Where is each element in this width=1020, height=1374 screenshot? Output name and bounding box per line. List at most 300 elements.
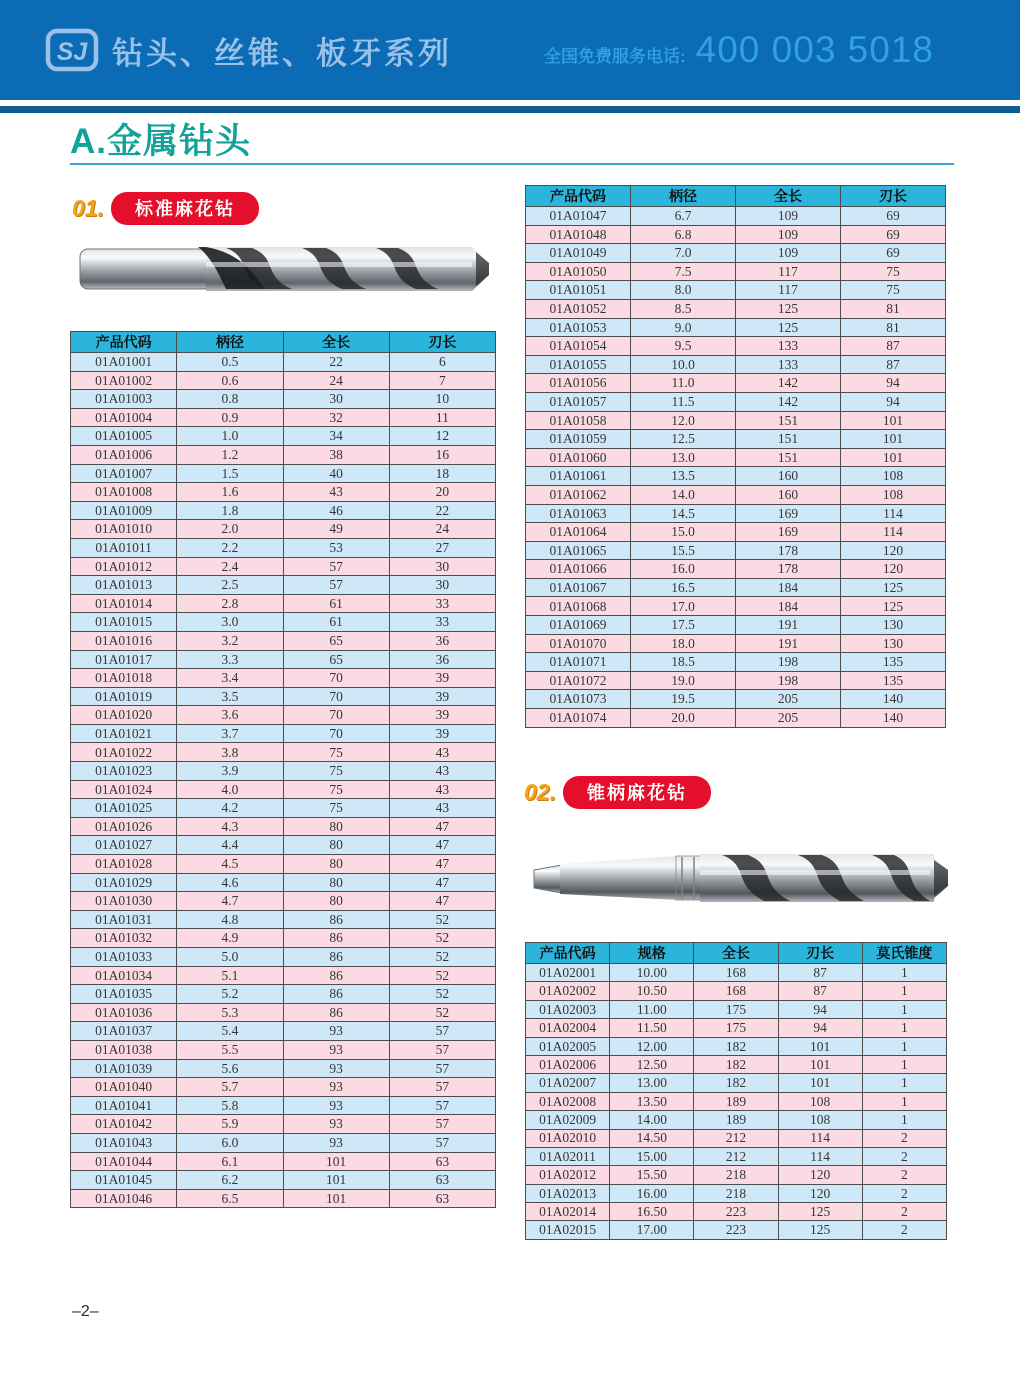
cell: 01A01037 xyxy=(71,1022,177,1041)
table-row xyxy=(71,1096,496,1115)
cell: 01A01040 xyxy=(71,1078,177,1097)
cell: 01A01035 xyxy=(71,985,177,1004)
cell: 01A02002 xyxy=(526,982,610,1000)
section-02-number: 02. xyxy=(524,779,556,805)
cell: 6.0 xyxy=(177,1133,283,1152)
cell: 01A01065 xyxy=(526,541,631,560)
cell: 81 xyxy=(841,299,946,318)
table-row xyxy=(526,467,946,486)
cell: 65 xyxy=(283,650,389,669)
cell: 151 xyxy=(736,411,841,430)
cell: 184 xyxy=(736,578,841,597)
cell: 01A01049 xyxy=(526,244,631,263)
cell: 01A01010 xyxy=(71,520,177,539)
cell: 178 xyxy=(736,560,841,579)
standard-drill-table-right xyxy=(525,185,946,728)
table-row xyxy=(526,1037,947,1055)
table-row xyxy=(71,631,496,650)
cell: 3.7 xyxy=(177,724,283,743)
cell: 01A02001 xyxy=(526,964,610,982)
cell: 151 xyxy=(736,430,841,449)
cell: 80 xyxy=(283,892,389,911)
cell: 169 xyxy=(736,504,841,523)
cell: 01A02003 xyxy=(526,1000,610,1018)
cell: 17.0 xyxy=(631,597,736,616)
cell: 52 xyxy=(389,910,495,929)
cell: 40 xyxy=(283,464,389,483)
cell: 17.5 xyxy=(631,616,736,635)
cell: 01A01064 xyxy=(526,523,631,542)
cell: 86 xyxy=(283,966,389,985)
cell: 01A01067 xyxy=(526,578,631,597)
cell: 101 xyxy=(841,430,946,449)
cell: 75 xyxy=(841,281,946,300)
table-row xyxy=(71,501,496,520)
cell: 01A01008 xyxy=(71,483,177,502)
cell: 94 xyxy=(778,1000,862,1018)
cell: 01A01025 xyxy=(71,799,177,818)
table-row xyxy=(526,430,946,449)
cell: 169 xyxy=(736,523,841,542)
cell: 189 xyxy=(694,1111,778,1129)
cell: 01A02005 xyxy=(526,1037,610,1055)
cell: 01A01017 xyxy=(71,650,177,669)
cell: 1.6 xyxy=(177,483,283,502)
cell: 14.50 xyxy=(610,1129,694,1147)
cell: 93 xyxy=(283,1059,389,1078)
cell: 4.8 xyxy=(177,910,283,929)
cell: 4.2 xyxy=(177,799,283,818)
table-row xyxy=(71,538,496,557)
cell: 43 xyxy=(389,743,495,762)
cell: 63 xyxy=(389,1171,495,1190)
cell: 182 xyxy=(694,1074,778,1092)
cell: 93 xyxy=(283,1133,389,1152)
cell: 01A01019 xyxy=(71,687,177,706)
table-row xyxy=(526,504,946,523)
cell: 223 xyxy=(694,1221,778,1239)
table-row xyxy=(71,743,496,762)
cell: 01A02009 xyxy=(526,1111,610,1129)
cell: 1.0 xyxy=(177,427,283,446)
cell: 2 xyxy=(862,1129,946,1147)
cell: 13.00 xyxy=(610,1074,694,1092)
cell: 218 xyxy=(694,1184,778,1202)
cell: 87 xyxy=(841,355,946,374)
table-row xyxy=(526,1092,947,1110)
cell: 2.2 xyxy=(177,538,283,557)
cell: 39 xyxy=(389,706,495,725)
cell: 69 xyxy=(841,207,946,226)
cell: 01A02014 xyxy=(526,1203,610,1221)
cell: 80 xyxy=(283,873,389,892)
cell: 125 xyxy=(778,1221,862,1239)
cell: 160 xyxy=(736,485,841,504)
table-row xyxy=(71,724,496,743)
table-row xyxy=(526,1166,947,1184)
table-row xyxy=(526,207,946,226)
cell: 01A01026 xyxy=(71,817,177,836)
cell: 80 xyxy=(283,836,389,855)
section-01-badge: 标准麻花钻 xyxy=(111,192,259,225)
cell: 205 xyxy=(736,690,841,709)
cell: 168 xyxy=(694,964,778,982)
cell: 01A01072 xyxy=(526,671,631,690)
cell: 01A01052 xyxy=(526,299,631,318)
cell: 19.0 xyxy=(631,671,736,690)
cell: 01A01056 xyxy=(526,374,631,393)
cell: 01A01033 xyxy=(71,948,177,967)
cell: 109 xyxy=(736,225,841,244)
cell: 1 xyxy=(862,982,946,1000)
table-row xyxy=(71,390,496,409)
cell: 5.8 xyxy=(177,1096,283,1115)
section-01-heading xyxy=(72,192,259,225)
cell: 191 xyxy=(736,634,841,653)
table-row xyxy=(526,1111,947,1129)
section-01-number: 01. xyxy=(72,195,104,221)
cell: 01A01002 xyxy=(71,371,177,390)
cell: 01A02012 xyxy=(526,1166,610,1184)
cell: 01A01013 xyxy=(71,576,177,595)
cell: 01A01020 xyxy=(71,706,177,725)
cell: 2.0 xyxy=(177,520,283,539)
cell: 01A01055 xyxy=(526,355,631,374)
cell: 15.0 xyxy=(631,523,736,542)
cell: 1 xyxy=(862,1019,946,1037)
cell: 12.5 xyxy=(631,430,736,449)
cell: 01A01016 xyxy=(71,631,177,650)
cell: 53 xyxy=(283,538,389,557)
cell: 120 xyxy=(841,560,946,579)
cell: 01A01057 xyxy=(526,392,631,411)
table-row xyxy=(526,411,946,430)
phone-number: 400 003 5018 xyxy=(695,29,934,70)
cell: 01A01015 xyxy=(71,613,177,632)
cell: 168 xyxy=(694,982,778,1000)
cell: 142 xyxy=(736,392,841,411)
cell: 30 xyxy=(283,390,389,409)
table-row xyxy=(526,337,946,356)
cell: 01A01059 xyxy=(526,430,631,449)
header-row xyxy=(71,332,496,353)
taper-drill-table xyxy=(525,942,947,1240)
cell: 43 xyxy=(389,762,495,781)
table-row xyxy=(71,464,496,483)
cell: 12.00 xyxy=(610,1037,694,1055)
cell: 22 xyxy=(283,353,389,372)
cell: 01A01045 xyxy=(71,1171,177,1190)
cell: 22 xyxy=(389,501,495,520)
cell: 4.6 xyxy=(177,873,283,892)
table-row xyxy=(526,1055,947,1073)
cell: 13.50 xyxy=(610,1092,694,1110)
cell: 01A01018 xyxy=(71,669,177,688)
table-row xyxy=(526,578,946,597)
column-header: 产品代码 xyxy=(526,186,631,207)
cell: 01A01073 xyxy=(526,690,631,709)
table-row xyxy=(526,392,946,411)
cell: 39 xyxy=(389,687,495,706)
cell: 4.0 xyxy=(177,780,283,799)
table-row xyxy=(71,427,496,446)
table-row xyxy=(526,597,946,616)
cell: 70 xyxy=(283,724,389,743)
cell: 38 xyxy=(283,445,389,464)
table-row xyxy=(526,1000,947,1018)
table-row xyxy=(526,374,946,393)
table-row xyxy=(71,836,496,855)
cell: 1 xyxy=(862,1037,946,1055)
cell: 182 xyxy=(694,1055,778,1073)
cell: 5.5 xyxy=(177,1040,283,1059)
page-header xyxy=(0,0,1020,100)
header-row xyxy=(526,186,946,207)
column-header: 全长 xyxy=(736,186,841,207)
cell: 86 xyxy=(283,985,389,1004)
column-header: 产品代码 xyxy=(71,332,177,353)
table-row xyxy=(71,557,496,576)
cell: 70 xyxy=(283,706,389,725)
cell: 87 xyxy=(778,964,862,982)
cell: 47 xyxy=(389,873,495,892)
cell: 6 xyxy=(389,353,495,372)
cell: 7.5 xyxy=(631,262,736,281)
cell: 205 xyxy=(736,709,841,728)
table-row xyxy=(526,448,946,467)
cell: 01A01044 xyxy=(71,1152,177,1171)
cell: 13.5 xyxy=(631,467,736,486)
cell: 01A01012 xyxy=(71,557,177,576)
cell: 01A01003 xyxy=(71,390,177,409)
cell: 5.7 xyxy=(177,1078,283,1097)
cell: 57 xyxy=(389,1133,495,1152)
table-row xyxy=(71,1078,496,1097)
table-row xyxy=(71,780,496,799)
cell: 24 xyxy=(389,520,495,539)
table-row xyxy=(526,1019,947,1037)
cell: 47 xyxy=(389,892,495,911)
cell: 47 xyxy=(389,817,495,836)
cell: 01A01038 xyxy=(71,1040,177,1059)
table-row xyxy=(71,1189,496,1208)
cell: 01A01014 xyxy=(71,594,177,613)
taper-shank-drill-photo xyxy=(526,824,952,941)
cell: 114 xyxy=(778,1147,862,1165)
table-row xyxy=(71,855,496,874)
cell: 114 xyxy=(778,1129,862,1147)
cell: 16.5 xyxy=(631,578,736,597)
cell: 125 xyxy=(736,299,841,318)
cell: 93 xyxy=(283,1115,389,1134)
cell: 1.2 xyxy=(177,445,283,464)
cell: 52 xyxy=(389,948,495,967)
cell: 01A01029 xyxy=(71,873,177,892)
cell: 114 xyxy=(841,523,946,542)
cell: 1 xyxy=(862,1092,946,1110)
cell: 57 xyxy=(389,1040,495,1059)
cell: 01A01070 xyxy=(526,634,631,653)
table-row xyxy=(71,1115,496,1134)
cell: 189 xyxy=(694,1092,778,1110)
cell: 47 xyxy=(389,855,495,874)
cell: 75 xyxy=(841,262,946,281)
cell: 11.00 xyxy=(610,1000,694,1018)
table-row xyxy=(526,1221,947,1239)
cell: 15.00 xyxy=(610,1147,694,1165)
cell: 120 xyxy=(778,1166,862,1184)
cell: 70 xyxy=(283,669,389,688)
cell: 16.0 xyxy=(631,560,736,579)
cell: 3.6 xyxy=(177,706,283,725)
cell: 4.9 xyxy=(177,929,283,948)
cell: 01A02013 xyxy=(526,1184,610,1202)
cell: 2 xyxy=(862,1147,946,1165)
cell: 198 xyxy=(736,653,841,672)
cell: 18.0 xyxy=(631,634,736,653)
cell: 93 xyxy=(283,1096,389,1115)
cell: 5.0 xyxy=(177,948,283,967)
table-row xyxy=(526,541,946,560)
cell: 140 xyxy=(841,709,946,728)
cell: 69 xyxy=(841,225,946,244)
cell: 20 xyxy=(389,483,495,502)
cell: 2 xyxy=(862,1203,946,1221)
cell: 43 xyxy=(389,780,495,799)
cell: 101 xyxy=(841,448,946,467)
cell: 75 xyxy=(283,762,389,781)
cell: 01A02011 xyxy=(526,1147,610,1165)
cell: 108 xyxy=(778,1111,862,1129)
cell: 125 xyxy=(736,318,841,337)
cell: 01A01071 xyxy=(526,653,631,672)
cell: 14.00 xyxy=(610,1111,694,1129)
cell: 01A02007 xyxy=(526,1074,610,1092)
cell: 57 xyxy=(389,1059,495,1078)
table-row xyxy=(526,653,946,672)
cell: 52 xyxy=(389,929,495,948)
cell: 01A01054 xyxy=(526,337,631,356)
table-row xyxy=(526,1147,947,1165)
cell: 2 xyxy=(862,1184,946,1202)
cell: 16.50 xyxy=(610,1203,694,1221)
cell: 01A01028 xyxy=(71,855,177,874)
cell: 10 xyxy=(389,390,495,409)
table-row xyxy=(526,355,946,374)
cell: 4.5 xyxy=(177,855,283,874)
cell: 175 xyxy=(694,1019,778,1037)
cell: 01A01041 xyxy=(71,1096,177,1115)
table-row xyxy=(71,1022,496,1041)
cell: 19.5 xyxy=(631,690,736,709)
cell: 86 xyxy=(283,1003,389,1022)
cell: 101 xyxy=(841,411,946,430)
cell: 36 xyxy=(389,631,495,650)
cell: 14.5 xyxy=(631,504,736,523)
cell: 108 xyxy=(778,1092,862,1110)
cell: 101 xyxy=(283,1189,389,1208)
cell: 9.0 xyxy=(631,318,736,337)
table-row xyxy=(526,299,946,318)
section-02-heading xyxy=(524,776,711,809)
svg-text:SJ: SJ xyxy=(56,38,88,66)
cell: 11.50 xyxy=(610,1019,694,1037)
cell: 2.4 xyxy=(177,557,283,576)
cell: 6.8 xyxy=(631,225,736,244)
cell: 52 xyxy=(389,1003,495,1022)
column-header: 柄径 xyxy=(177,332,283,353)
cell: 12.0 xyxy=(631,411,736,430)
cell: 11 xyxy=(389,408,495,427)
cell: 3.4 xyxy=(177,669,283,688)
cell: 101 xyxy=(283,1171,389,1190)
phone-label: 全国免费服务电话: xyxy=(543,47,686,66)
cell: 9.5 xyxy=(631,337,736,356)
cell: 0.9 xyxy=(177,408,283,427)
cell: 15.5 xyxy=(631,541,736,560)
cell: 01A01074 xyxy=(526,709,631,728)
table-row xyxy=(71,1133,496,1152)
cell: 8.0 xyxy=(631,281,736,300)
cell: 93 xyxy=(283,1040,389,1059)
cell: 3.5 xyxy=(177,687,283,706)
column-header: 莫氏锥度 xyxy=(862,943,946,964)
cell: 1.5 xyxy=(177,464,283,483)
cell: 01A01011 xyxy=(71,538,177,557)
cell: 140 xyxy=(841,690,946,709)
table-row xyxy=(526,244,946,263)
table-row xyxy=(71,799,496,818)
cell: 20.0 xyxy=(631,709,736,728)
cell: 01A01060 xyxy=(526,448,631,467)
header-row xyxy=(526,943,947,964)
cell: 133 xyxy=(736,337,841,356)
cell: 01A01050 xyxy=(526,262,631,281)
service-phone xyxy=(544,29,934,71)
cell: 61 xyxy=(283,594,389,613)
cell: 6.2 xyxy=(177,1171,283,1190)
cell: 4.4 xyxy=(177,836,283,855)
cell: 01A01031 xyxy=(71,910,177,929)
cell: 8.5 xyxy=(631,299,736,318)
table-row xyxy=(71,762,496,781)
cell: 01A01034 xyxy=(71,966,177,985)
table-row xyxy=(71,371,496,390)
cell: 184 xyxy=(736,597,841,616)
cell: 57 xyxy=(389,1022,495,1041)
cell: 4.3 xyxy=(177,817,283,836)
cell: 0.5 xyxy=(177,353,283,372)
cell: 6.1 xyxy=(177,1152,283,1171)
cell: 0.8 xyxy=(177,390,283,409)
cell: 01A02006 xyxy=(526,1055,610,1073)
cell: 12 xyxy=(389,427,495,446)
table-row xyxy=(71,929,496,948)
cell: 80 xyxy=(283,855,389,874)
cell: 01A01023 xyxy=(71,762,177,781)
column-header: 规格 xyxy=(610,943,694,964)
table-row xyxy=(71,706,496,725)
table-row xyxy=(71,1040,496,1059)
table-row xyxy=(526,964,947,982)
table-row xyxy=(526,523,946,542)
table-row xyxy=(71,892,496,911)
series-title: 钻头、丝锥、板牙系列 xyxy=(112,35,452,71)
cell: 117 xyxy=(736,281,841,300)
cell: 5.1 xyxy=(177,966,283,985)
cell: 212 xyxy=(694,1129,778,1147)
cell: 01A01021 xyxy=(71,724,177,743)
